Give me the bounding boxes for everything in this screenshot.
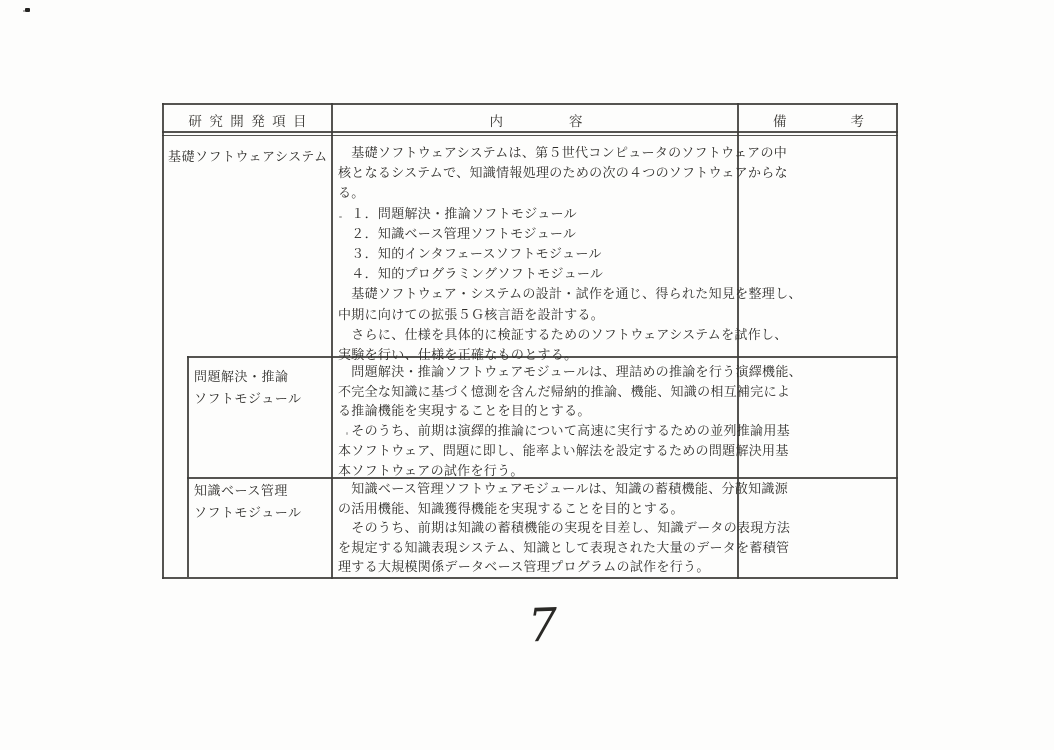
text-line: さらに、仕様を具体的に検証するためのソフトウェアシステムを試作し、 — [338, 326, 788, 342]
text-line: ソフトモジュール — [194, 391, 302, 406]
header-rule-inner — [162, 135, 898, 136]
subitem-indent-divider — [187, 356, 189, 577]
text-line: の活用機能、知識獲得機能を実現することを目的とする。 — [338, 500, 684, 516]
text-line: 実験を行い、仕様を正確なものとする。 — [338, 347, 578, 363]
column-divider-item-content — [331, 103, 333, 579]
text-line: る推論機能を実現することを目的とする。 — [338, 403, 591, 419]
text-line: ２．知識ベース管理ソフトモジュール — [338, 225, 577, 241]
content-base-software-system — [338, 143, 802, 365]
text-line: 本ソフトウェアの試作を行う。 — [338, 462, 524, 478]
text-line: 知識ベース管理ソフトウェアモジュールは、知識の蓄積機能、分散知識源 — [338, 481, 788, 496]
text-line: 不完全な知識に基づく憶測を含んだ帰納的推論、機能、知識の相互補完によ — [338, 383, 791, 399]
text-line: ３．知的インタフェースソフトモジュール — [338, 246, 602, 262]
header-remarks — [739, 110, 898, 130]
header-content-char-right: 容 — [569, 114, 583, 129]
header-rule-outer — [162, 131, 898, 133]
item-label-base-software-system — [168, 146, 328, 167]
header-content — [333, 110, 739, 130]
text-line: 理する大規模関係データベース管理プログラムの試作を行う。 — [338, 559, 710, 575]
scan-speck — [23, 10, 25, 12]
text-line: 本ソフトウェア、問題に即し、能率よい解法を設定するための問題解決用基 — [338, 442, 789, 458]
text-line: そのうち、前期は知識の蓄積機能の実現を目差し、知識データの表現方法 — [338, 520, 791, 536]
text-line: そのうち、前期は演繹的推論について高速に実行するための並列推論用基 — [338, 423, 790, 439]
text-line: ソフトモジュール — [194, 505, 302, 520]
item-label-problem-solving-inference-module — [194, 366, 329, 410]
item-label-knowledge-base-management-module — [194, 480, 329, 524]
text-line: 知識ベース管理 — [194, 483, 288, 498]
text-line: 核となるシステムで、知識情報処理のための次の４つのソフトウェアからな — [338, 165, 788, 181]
table-border-left — [162, 103, 164, 579]
header-rd-items: 研究開発項目 — [188, 114, 314, 129]
text-line: 中期に向けての拡張５Ｇ核言語を設計する。 — [338, 306, 605, 322]
text-line: １．問題解決・推論ソフトモジュール — [338, 205, 577, 221]
text-line: ４．知的プログラミングソフトモジュール — [338, 266, 604, 282]
text-line: 問題解決・推論ソフトウェアモジュールは、理詰めの推論を行う演繹機能、 — [338, 364, 802, 379]
content-problem-solving-inference-module — [338, 362, 802, 480]
table-border-right — [896, 103, 898, 579]
text-line: 基礎ソフトウェア・システムの設計・試作を通じ、得られた知見を整理し、 — [338, 286, 802, 302]
text-line: を規定する知識表現システム、知識として表現された大量のデータを蓄積管 — [338, 539, 790, 555]
header-remarks-char-right: 考 — [850, 114, 864, 129]
table-border-top — [162, 103, 898, 105]
text-line: る。 — [338, 185, 365, 201]
header-content-char-left: 内 — [489, 114, 503, 129]
page-number: 7 — [527, 597, 559, 653]
table-border-bottom — [162, 577, 898, 579]
text-line: 問題解決・推論 — [194, 369, 289, 384]
text-line: 基礎ソフトウェアシステム — [168, 149, 328, 164]
text-line: 基礎ソフトウェアシステムは、第５世代コンピュータのソフトウェアの中 — [338, 145, 788, 160]
header-remarks-char-left: 備 — [773, 114, 787, 129]
scan-speck — [25, 8, 30, 12]
rd-items-table — [162, 103, 898, 579]
content-knowledge-base-management-module — [338, 479, 791, 577]
